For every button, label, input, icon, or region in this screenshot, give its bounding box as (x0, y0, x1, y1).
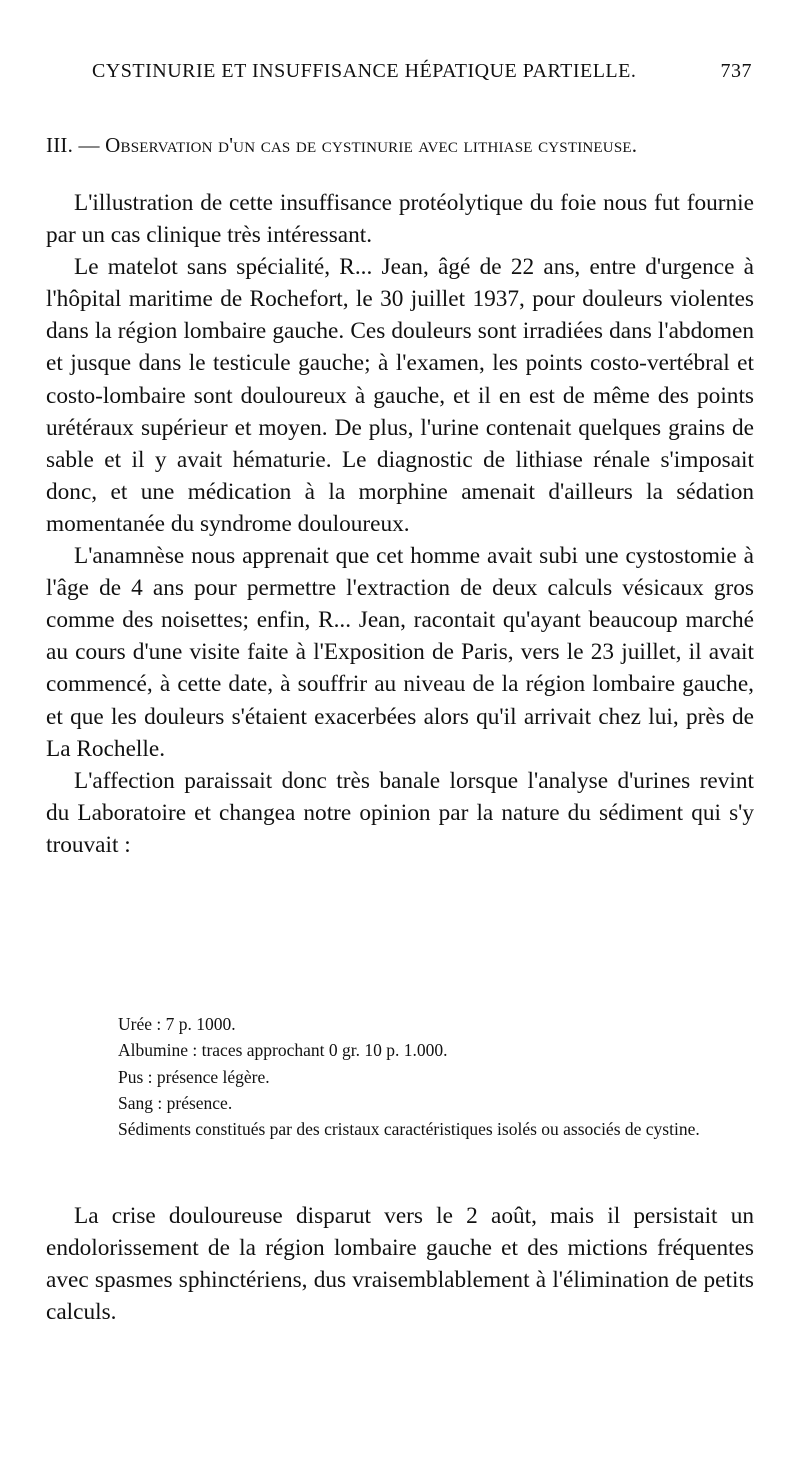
lab-result-pus: Pus : présence légère. (118, 1066, 270, 1087)
paragraph-anamnesis: L'anamnèse nous apprenait que cet homme avait subi une cystostomie à l'âge de 4 ans pour permettre l'extraction de deux calculs vésicaux gros comme des noisettes; enfin, R... Jean, racontait qu'ayant beaucoup marché au cours d'une visite faite à l'Exposition de Paris, vers le 23 juillet, il avait commencé, à cette date, à souffrir au niveau de la région lombaire gauche, et que les douleurs s'étaient exacerbées alors qu'il arrivait chez lui, près de La Rochelle. (46, 543, 754, 762)
paragraph-urine-analysis: L'affection paraissait donc très banale lorsque l'analyse d'urines revint du Laboratoire et changea notre opinion par la nature du sédiment qui s'y trouvait : (46, 767, 754, 858)
observation-body (46, 187, 754, 861)
section-title: Observation d'un cas de cystinurie avec lithiase cystineuse. (105, 133, 638, 157)
lab-result-sediments: Sédiments constitués par des cristaux caractéristiques isolés ou associés de cystine. (118, 1119, 700, 1140)
running-title: CYSTINURIE ET INSUFFISANCE HÉPATIQUE PARTIELLE. (92, 60, 637, 82)
lab-result-sang: Sang : présence. (118, 1092, 233, 1113)
section-number: III. — (46, 133, 100, 157)
paragraph-illustration: L'illustration de cette insuffisance protéolytique du foie nous fut fournie par un cas clinique très intéressant. (46, 190, 754, 249)
lab-result-albumine: Albumine : traces approchant 0 gr. 10 p. 1.000. (118, 1040, 448, 1061)
section-heading (46, 133, 756, 158)
paragraph-patient-history: Le matelot sans spécialité, R... Jean, âgé de 22 ans, entre d'urgence à l'hôpital maritime de Rochefort, le 30 juillet 1937, pour douleurs violentes dans la région lombaire gauche. Ces douleurs sont irradiées dans l'abdomen et jusque dans le testicule gauche; à l'examen, les points costo-vertébral et costo-lombaire sont douloureux à gauche, et il en est de même des points urétéraux supérieur et moyen. De plus, l'urine contenait quelques grains de sable et il y avait hématurie. Le diagnostic de lithiase rénale s'imposait donc, et une médication à la morphine amenait d'ailleurs la sédation momentanée du syndrome douloureux. (46, 254, 754, 537)
page-number: 737 (720, 60, 752, 82)
paragraph-crisis-end: La crise douloureuse disparut vers le 2 août, mais il persistait un endolorissement de la région lombaire gauche et des mictions fréquentes avec spasmes sphinctériens, dus vraisemblablement à l'élimination de petits calculs. (46, 1203, 754, 1326)
closing-body (46, 1200, 754, 1328)
lab-result-uree: Urée : 7 p. 1000. (118, 1014, 236, 1034)
lab-results-list (118, 1011, 758, 1142)
running-header (92, 60, 752, 90)
